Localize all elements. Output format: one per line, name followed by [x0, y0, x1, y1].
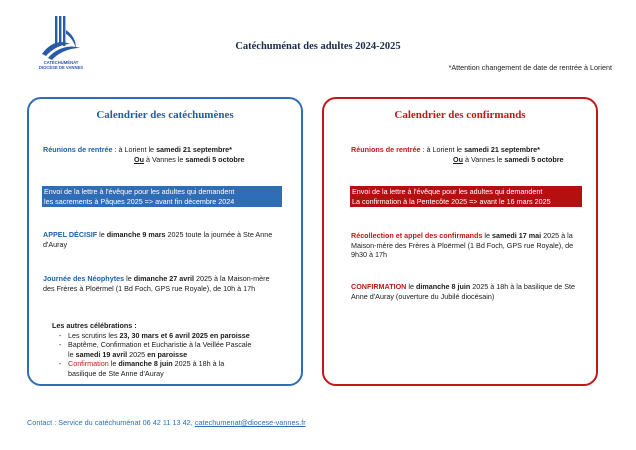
recollection-prefix: le: [482, 231, 492, 240]
scrutins-prefix: Les scrutins les: [68, 330, 120, 340]
recollection-date: samedi 17 mai: [492, 231, 542, 240]
logo-line-1: CATÉCHUMÉNAT: [43, 60, 79, 65]
neophytes-rest: 2025 à la Maison-mère des Frères à Ploërmel (1 Bd Foch, GPS rue Royale), de 10h à 17h: [43, 274, 270, 293]
confirmands-panel: [322, 97, 598, 386]
rentree-section: [43, 145, 293, 164]
recollection: [351, 231, 589, 260]
rentree-vannes-date: samedi 5 octobre: [504, 154, 564, 164]
contact-footer: [27, 418, 306, 427]
rentree-label: Réunions de rentrée: [351, 145, 421, 154]
confirmation-rest: 2025 à 18h à la basilique de Ste Anne d'Auray: [68, 359, 225, 378]
list-item: [68, 359, 252, 378]
date-change-notice: *Attention changement de date de rentrée à Lorient: [448, 63, 612, 72]
recollection-rest: 2025 à la Maison-mère des Frères à Ploërmel (1 Bd Foch, GPS rue Royale), de 9h30 à 17h: [351, 231, 574, 260]
letter-line-2: La confirmation à la Pentecôte 2025 => avant le 16 mars 2025: [352, 196, 551, 206]
appel-date: dimanche 9 mars: [106, 230, 166, 239]
neophytes-day: [43, 274, 283, 293]
rentree-lorient-date: samedi 21 septembre*: [464, 145, 540, 154]
confirmation-prefix: le: [108, 359, 119, 369]
rentree-vannes-prefix: à Vannes le: [462, 154, 505, 164]
appel-rest: 2025 toute la journée à Ste Anne d'Auray: [43, 230, 273, 249]
rentree-vannes-prefix: à Vannes le: [143, 154, 186, 164]
other-celebrations: [52, 321, 252, 379]
confirmation-label: Confirmation: [68, 359, 109, 369]
letter-line-2: les sacrements à Pâques 2025 => avant fin décembre 2024: [44, 196, 235, 206]
neophytes-label: Journée des Néophytes: [43, 274, 125, 283]
scrutins-dates: 23, 30 mars et 6 avril 2025 en paroisse: [119, 330, 250, 340]
letter-line-1: Envoi de la lettre à l'évêque pour les adultes qui demandent: [352, 187, 543, 196]
list-item: [68, 340, 252, 359]
contact-email-link[interactable]: catechumenat@diocese-vannes.fr: [194, 418, 306, 427]
contact-text: Contact : Service du catéchuménat 06 42 11 13 42,: [27, 418, 195, 427]
confirmation-date: dimanche 8 juin: [118, 359, 173, 369]
letter-deadline-band: [42, 186, 282, 207]
appel-prefix: le: [97, 230, 107, 239]
letter-deadline-band: [350, 186, 582, 207]
rentree-lorient-prefix: : à Lorient le: [112, 145, 157, 154]
rentree-lorient-prefix: : à Lorient le: [420, 145, 465, 154]
catechumens-panel: [27, 97, 303, 386]
veillee-date: samedi 19 avril: [75, 349, 128, 359]
rentree-ou: Ou: [134, 154, 144, 164]
confirmands-title: Calendrier des confirmands: [394, 109, 526, 121]
confirmation-label: CONFIRMATION: [351, 282, 407, 291]
other-celebrations-label: Les autres célébrations :: [52, 321, 137, 330]
page-title: Catéchuménat des adultes 2024-2025: [235, 41, 401, 52]
logo-caption: [30, 60, 92, 70]
appel-decisif: [43, 230, 275, 249]
celebrations-list: [52, 331, 252, 379]
confirmation-prefix: le: [406, 282, 416, 291]
neophytes-date: dimanche 27 avril: [133, 274, 195, 283]
veillee-mid: 2025: [127, 349, 148, 359]
rentree-label: Réunions de rentrée: [43, 145, 113, 154]
logo-line-2: DIOCÈSE DE VANNES: [38, 65, 84, 70]
rentree-lorient-date: samedi 21 septembre*: [156, 145, 232, 154]
appel-label: APPEL DÉCISIF: [43, 230, 98, 239]
recollection-label: Récollection et appel des confirmands: [351, 231, 483, 240]
veillee-text: Baptême, Confirmation et Eucharistie à la Veillée Pascale le: [68, 340, 252, 359]
list-item: [68, 331, 252, 341]
confirmation: [351, 282, 589, 301]
catechumens-title: Calendrier des catéchumènes: [96, 109, 234, 121]
rentree-section: [351, 145, 591, 164]
confirmation-date: dimanche 8 juin: [415, 282, 471, 291]
letter-line-1: Envoi de la lettre à l'évêque pour les adultes qui demandent: [44, 187, 235, 196]
rentree-ou: Ou: [453, 154, 463, 164]
veillee-end: en paroisse: [147, 349, 188, 359]
confirmation-rest: 2025 à 18h à la basilique de Ste Anne d'Auray (ouverture du Jubilé diocésain): [351, 282, 575, 301]
rentree-vannes-date: samedi 5 octobre: [185, 154, 245, 164]
neophytes-prefix: le: [124, 274, 134, 283]
